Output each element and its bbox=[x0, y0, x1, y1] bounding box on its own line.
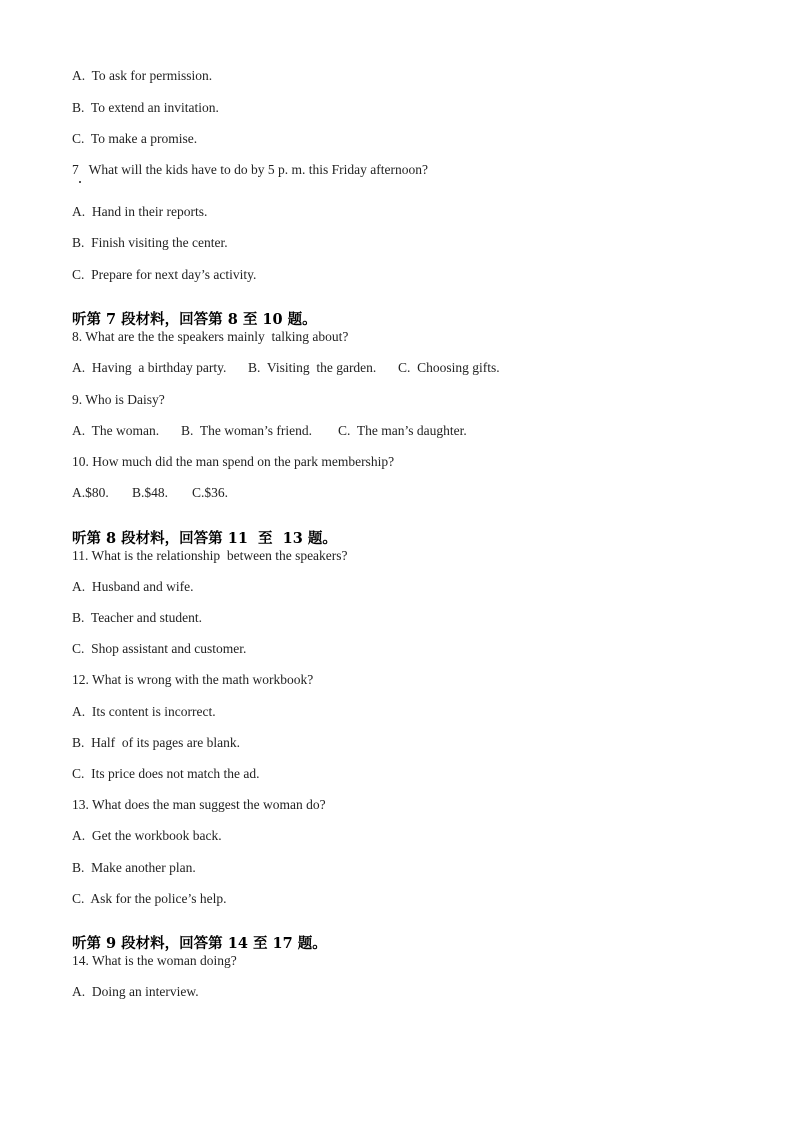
q11-question: 11. What is the relationship between the speakers? bbox=[72, 548, 348, 563]
q12-option-c: C. Its price does not match the ad. bbox=[72, 766, 260, 781]
q11-option-a: A. Husband and wife. bbox=[72, 579, 194, 594]
q8-option-b: B. Visiting the garden. bbox=[248, 360, 377, 375]
q10-options bbox=[72, 485, 228, 501]
q6-option-a: A. To ask for permission. bbox=[72, 68, 213, 83]
q9-question: 9. Who is Daisy? bbox=[72, 392, 165, 407]
q9-options bbox=[72, 423, 467, 439]
q7-option-c: C. Prepare for next day’s activity. bbox=[72, 267, 257, 282]
q11-option-b: B. Teacher and student. bbox=[72, 610, 203, 625]
q13-option-b: B. Make another plan. bbox=[72, 860, 196, 875]
q10-option-b: B.$48. bbox=[132, 485, 169, 500]
q7-option-a: A. Hand in their reports. bbox=[72, 204, 208, 219]
q12-option-b: B. Half of its pages are blank. bbox=[72, 735, 240, 750]
q13-option-c: C. Ask for the police’s help. bbox=[72, 891, 227, 906]
q12-question: 12. What is wrong with the math workbook? bbox=[72, 672, 314, 687]
stray-mark bbox=[79, 181, 81, 183]
q7-question: 7 What will the kids have to do by 5 p. m. this Friday afternoon? bbox=[72, 162, 428, 177]
section-7-heading: 听第 7 段材料，回答第 8 至 10 题。 bbox=[72, 310, 317, 328]
q14-option-a: A. Doing an interview. bbox=[72, 984, 199, 999]
q10-option-a: A.$80. bbox=[72, 485, 109, 500]
section-9-heading: 听第 9 段材料，回答第 14 至 17 题。 bbox=[72, 934, 327, 952]
q11-option-c: C. Shop assistant and customer. bbox=[72, 641, 247, 656]
q13-question: 13. What does the man suggest the woman do? bbox=[72, 797, 326, 812]
section-8-heading: 听第 8 段材料，回答第 11 至 13 题。 bbox=[72, 529, 337, 547]
q10-question: 10. How much did the man spend on the park membership? bbox=[72, 454, 395, 469]
q10-option-c: C.$36. bbox=[192, 485, 229, 500]
q14-question: 14. What is the woman doing? bbox=[72, 953, 237, 968]
q9-option-a: A. The woman. bbox=[72, 423, 160, 438]
q6-option-b: B. To extend an invitation. bbox=[72, 100, 219, 115]
q7-option-b: B. Finish visiting the center. bbox=[72, 235, 228, 250]
q8-question: 8. What are the the speakers mainly talking about? bbox=[72, 329, 349, 344]
q9-option-c: C. The man’s daughter. bbox=[338, 423, 467, 438]
q13-option-a: A. Get the workbook back. bbox=[72, 828, 222, 843]
q9-option-b: B. The woman’s friend. bbox=[181, 423, 312, 438]
q8-option-a: A. Having a birthday party. bbox=[72, 360, 227, 375]
q8-options bbox=[72, 360, 500, 376]
q12-option-a: A. Its content is incorrect. bbox=[72, 704, 216, 719]
q8-option-c: C. Choosing gifts. bbox=[398, 360, 500, 375]
q6-option-c: C. To make a promise. bbox=[72, 131, 198, 146]
